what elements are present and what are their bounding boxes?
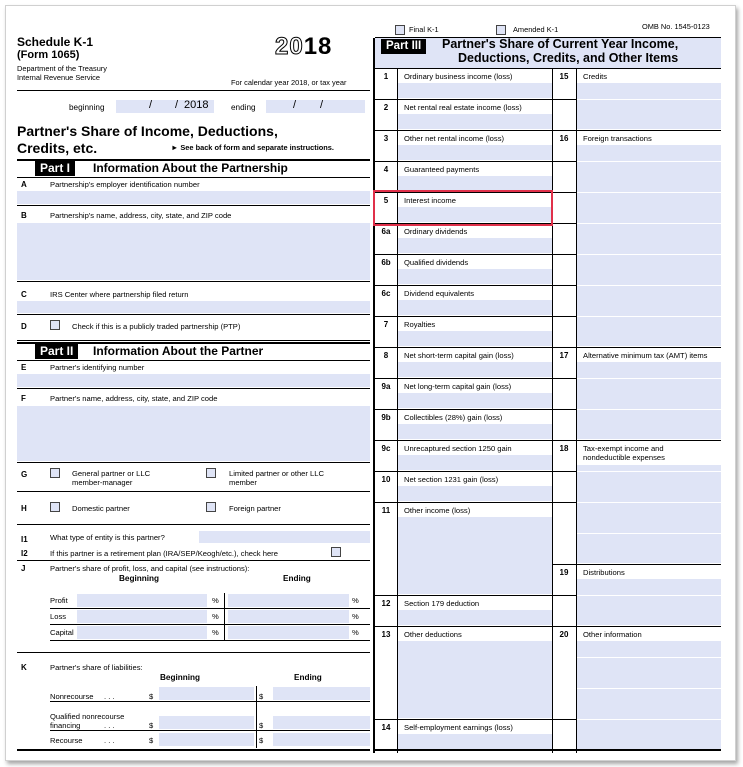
line-letter-d: D bbox=[21, 322, 27, 331]
line-number: 20 bbox=[559, 630, 569, 639]
divider bbox=[17, 90, 370, 91]
line-number: 12 bbox=[381, 599, 391, 608]
line-number: 6a bbox=[381, 227, 391, 236]
partnership-name-label: Partnership's name, address, city, state, and ZIP code bbox=[50, 211, 232, 220]
ending-date-field[interactable] bbox=[266, 100, 365, 113]
dept-treasury: Department of the Treasury bbox=[17, 64, 107, 73]
divider bbox=[17, 177, 370, 178]
line-value-field[interactable] bbox=[398, 176, 552, 191]
part3-title-2: Deductions, Credits, and Other Items bbox=[458, 51, 679, 65]
date-slash: / bbox=[293, 99, 297, 111]
final-k1-label: Final K-1 bbox=[409, 25, 439, 34]
line-value-field[interactable] bbox=[398, 269, 552, 284]
schedule-title: Schedule K-1 bbox=[17, 35, 94, 49]
percent-sign: % bbox=[212, 612, 219, 621]
line-value-field[interactable] bbox=[398, 734, 552, 749]
domestic-partner-checkbox[interactable] bbox=[50, 502, 60, 512]
divider bbox=[577, 533, 721, 534]
limited-partner-checkbox[interactable] bbox=[206, 468, 216, 478]
form-title-line2: Credits, etc. bbox=[17, 140, 98, 156]
line-label: Net section 1231 gain (loss) bbox=[404, 475, 499, 484]
limited-partner-label: Limited partner or other LLC bbox=[229, 469, 324, 478]
part3-title-1: Partner's Share of Current Year Income, bbox=[442, 37, 679, 51]
percent-sign: % bbox=[352, 628, 359, 637]
line-value-field[interactable] bbox=[398, 145, 552, 160]
line-letter-g: G bbox=[21, 470, 28, 479]
divider bbox=[375, 161, 576, 162]
retirement-plan-label: If this partner is a retirement plan (IRA/SEP/Keogh/etc.), check here bbox=[50, 549, 278, 558]
line-number: 18 bbox=[559, 444, 569, 453]
divider bbox=[577, 719, 721, 720]
line-label: Other information bbox=[583, 630, 642, 639]
ptp-checkbox[interactable] bbox=[50, 320, 60, 330]
line-number: 6b bbox=[381, 258, 391, 267]
line-number: 7 bbox=[383, 320, 389, 329]
divider bbox=[577, 409, 721, 410]
schedule-k1-page bbox=[17, 18, 723, 753]
see-instructions: ► See back of form and separate instructions. bbox=[171, 143, 334, 152]
divider bbox=[553, 347, 721, 348]
divider bbox=[577, 254, 721, 255]
irs-label: Internal Revenue Service bbox=[17, 73, 100, 82]
line-value-field[interactable] bbox=[398, 331, 552, 346]
part3-tag: Part III bbox=[381, 39, 426, 54]
liabilities-label: Partner's share of liabilities: bbox=[50, 663, 143, 672]
nonrecourse-label: Nonrecourse bbox=[50, 692, 94, 701]
line-label: Other deductions bbox=[404, 630, 462, 639]
line-value-field[interactable] bbox=[577, 465, 721, 563]
line-label: Interest income bbox=[404, 196, 456, 205]
divider bbox=[50, 701, 370, 702]
profit-beginning-field[interactable] bbox=[77, 594, 207, 607]
percent-sign: % bbox=[352, 612, 359, 621]
divider bbox=[375, 378, 576, 379]
qnr-label-1: Qualified nonrecourse bbox=[50, 712, 125, 721]
foreign-partner-label: Foreign partner bbox=[229, 504, 281, 513]
divider bbox=[17, 281, 370, 282]
divider bbox=[553, 130, 721, 131]
line-value-field[interactable] bbox=[398, 238, 552, 253]
line-number: 8 bbox=[383, 351, 389, 360]
nonrecourse-beginning-field[interactable] bbox=[159, 687, 254, 700]
line-number: 4 bbox=[383, 165, 389, 174]
divider bbox=[375, 130, 576, 131]
divider bbox=[17, 749, 370, 751]
line-label: Self-employment earnings (loss) bbox=[404, 723, 513, 732]
divider bbox=[256, 686, 257, 748]
line-value-field[interactable] bbox=[398, 300, 552, 315]
divider bbox=[50, 730, 370, 731]
capital-ending-field[interactable] bbox=[228, 626, 349, 639]
line-letter-j: J bbox=[21, 564, 26, 573]
line-value-field[interactable] bbox=[398, 83, 552, 98]
line-number: 15 bbox=[559, 72, 569, 81]
line-value-field[interactable] bbox=[398, 641, 552, 718]
divider bbox=[375, 285, 576, 286]
line-label: Ordinary business income (loss) bbox=[404, 72, 513, 81]
line-value-field[interactable] bbox=[577, 579, 721, 625]
line-value-field[interactable] bbox=[577, 83, 721, 129]
entity-type-label: What type of entity is this partner? bbox=[50, 533, 165, 542]
ending-label: ending bbox=[231, 103, 256, 112]
qnr-label-2: financing bbox=[50, 721, 81, 730]
line-number: 16 bbox=[559, 134, 569, 143]
line-value-field[interactable] bbox=[398, 517, 552, 594]
general-partner-checkbox[interactable] bbox=[50, 468, 60, 478]
divider bbox=[577, 471, 721, 472]
line-label: Net rental real estate income (loss) bbox=[404, 103, 522, 112]
divider bbox=[224, 593, 225, 641]
partner-id-field[interactable] bbox=[17, 374, 370, 387]
tax-year-light: 20 bbox=[275, 33, 304, 60]
divider bbox=[375, 254, 576, 255]
limited-partner-label-2: member bbox=[229, 478, 257, 487]
divider bbox=[375, 749, 721, 751]
line-letter-c: C bbox=[21, 290, 27, 299]
line-letter-h: H bbox=[21, 504, 27, 513]
part2-title: Information About the Partner bbox=[93, 344, 264, 358]
partner-name-field[interactable] bbox=[17, 406, 370, 461]
divider bbox=[17, 388, 370, 389]
line-number: 9c bbox=[381, 444, 391, 453]
line-value-field[interactable] bbox=[577, 362, 721, 439]
line-number: 3 bbox=[383, 134, 389, 143]
divider bbox=[50, 624, 370, 625]
dollar-sign: $ bbox=[259, 692, 264, 701]
date-slash: / bbox=[320, 99, 324, 111]
line-letter-i2: I2 bbox=[21, 549, 28, 558]
line-number: 1 bbox=[383, 72, 389, 81]
line-value-field[interactable] bbox=[398, 424, 552, 439]
line-value-field[interactable] bbox=[398, 362, 552, 377]
loss-label: Loss bbox=[50, 612, 67, 621]
loss-ending-field[interactable] bbox=[228, 610, 349, 623]
partnership-name-field[interactable] bbox=[17, 223, 370, 280]
omb-number: OMB No. 1545-0123 bbox=[642, 22, 710, 31]
line-letter-e: E bbox=[21, 363, 27, 372]
domestic-partner-label: Domestic partner bbox=[72, 504, 130, 513]
leader-dots: . . . bbox=[104, 721, 115, 730]
k-beginning-header: Beginning bbox=[160, 673, 201, 682]
final-k1-checkbox[interactable] bbox=[395, 25, 405, 35]
line-letter-b: B bbox=[21, 211, 27, 220]
line-letter-a: A bbox=[21, 180, 27, 189]
percent-sign: % bbox=[212, 628, 219, 637]
divider bbox=[576, 68, 577, 753]
divider bbox=[17, 360, 370, 361]
tax-year-logo bbox=[275, 33, 332, 61]
general-partner-label: General partner or LLC bbox=[72, 469, 151, 478]
column-divider bbox=[373, 38, 375, 753]
retirement-plan-checkbox[interactable] bbox=[331, 547, 341, 557]
recourse-label: Recourse bbox=[50, 736, 83, 745]
divider bbox=[375, 595, 576, 596]
divider bbox=[17, 462, 370, 463]
line-letter-f: F bbox=[21, 394, 26, 403]
line-value-field[interactable] bbox=[398, 393, 552, 408]
divider bbox=[553, 564, 721, 565]
divider bbox=[375, 471, 576, 472]
ptp-label: Check if this is a publicly traded partnership (PTP) bbox=[72, 322, 241, 331]
divider bbox=[577, 378, 721, 379]
line-label: Dividend equivalents bbox=[404, 289, 475, 298]
line-number: 17 bbox=[559, 351, 569, 360]
tax-year-bold: 18 bbox=[303, 33, 333, 60]
line-label-2: nondeductible expenses bbox=[583, 453, 665, 462]
line-number: 10 bbox=[381, 475, 391, 484]
leader-dots: . . . bbox=[104, 692, 115, 701]
divider bbox=[375, 719, 576, 720]
date-slash: / bbox=[149, 99, 153, 111]
general-partner-label-2: member-manager bbox=[72, 478, 133, 487]
line-number: 19 bbox=[559, 568, 569, 577]
form-number: (Form 1065) bbox=[17, 49, 80, 61]
document-frame bbox=[5, 5, 736, 761]
j-beginning-header: Beginning bbox=[119, 574, 160, 583]
line-label: Collectibles (28%) gain (loss) bbox=[404, 413, 503, 422]
dollar-sign: $ bbox=[149, 721, 154, 730]
partner-id-label: Partner's identifying number bbox=[50, 363, 145, 372]
line-number: 6c bbox=[381, 289, 391, 298]
divider bbox=[577, 595, 721, 596]
percent-sign: % bbox=[212, 596, 219, 605]
line-number: 9a bbox=[381, 382, 391, 391]
line-label: Unrecaptured section 1250 gain bbox=[404, 444, 512, 453]
profit-label: Profit bbox=[50, 596, 68, 605]
date-slash: / bbox=[175, 99, 179, 111]
divider bbox=[17, 205, 370, 206]
divider bbox=[17, 652, 370, 653]
form-title-line1: Partner's Share of Income, Deductions, bbox=[17, 123, 278, 139]
dollar-sign: $ bbox=[149, 692, 154, 701]
share-pct-label: Partner's share of profit, loss, and capital (see instructions): bbox=[50, 564, 250, 573]
loss-beginning-field[interactable] bbox=[77, 610, 207, 623]
divider bbox=[375, 409, 576, 410]
line-number: 11 bbox=[381, 506, 391, 515]
percent-sign: % bbox=[352, 596, 359, 605]
divider bbox=[553, 626, 721, 627]
divider bbox=[50, 640, 370, 641]
line-number: 13 bbox=[381, 630, 391, 639]
part2-tag: Part II bbox=[35, 344, 78, 359]
divider bbox=[17, 314, 370, 315]
recourse-ending-field[interactable] bbox=[273, 733, 370, 746]
amended-k1-label: Amended K-1 bbox=[513, 25, 559, 34]
line-label: Credits bbox=[583, 72, 608, 81]
line-letter-k: K bbox=[21, 663, 27, 672]
line-label: Tax-exempt income and bbox=[583, 444, 664, 453]
recourse-beginning-field[interactable] bbox=[159, 733, 254, 746]
divider bbox=[17, 524, 370, 525]
line-number: 5 bbox=[383, 196, 389, 205]
line-number: 14 bbox=[381, 723, 391, 732]
divider bbox=[577, 502, 721, 503]
k-ending-header: Ending bbox=[294, 673, 322, 682]
divider bbox=[375, 347, 576, 348]
divider bbox=[17, 491, 370, 492]
divider bbox=[577, 161, 721, 162]
divider bbox=[577, 223, 721, 224]
highlight-box bbox=[373, 190, 553, 226]
divider bbox=[577, 316, 721, 317]
divider bbox=[17, 340, 370, 341]
ein-label: Partnership's employer identification number bbox=[50, 180, 200, 189]
divider bbox=[50, 608, 370, 609]
qnr-beginning-field[interactable] bbox=[159, 716, 254, 729]
line-value-field[interactable] bbox=[398, 486, 552, 501]
divider bbox=[577, 192, 721, 193]
divider bbox=[577, 688, 721, 689]
line-number: 9b bbox=[381, 413, 391, 422]
amended-k1-checkbox[interactable] bbox=[496, 25, 506, 35]
divider bbox=[375, 440, 576, 441]
divider bbox=[375, 68, 721, 69]
leader-dots: . . . bbox=[104, 736, 115, 745]
line-letter-i1: I1 bbox=[21, 535, 28, 544]
line-value-field[interactable] bbox=[398, 610, 552, 625]
ein-field[interactable] bbox=[17, 191, 370, 204]
part1-title: Information About the Partnership bbox=[93, 161, 288, 175]
divider bbox=[375, 626, 576, 627]
capital-label: Capital bbox=[50, 628, 74, 637]
line-label: Net long-term capital gain (loss) bbox=[404, 382, 512, 391]
line-number: 2 bbox=[383, 103, 389, 112]
line-label: Other income (loss) bbox=[404, 506, 471, 515]
line-label: Other net rental income (loss) bbox=[404, 134, 505, 143]
divider bbox=[577, 285, 721, 286]
line-label: Royalties bbox=[404, 320, 436, 329]
dollar-sign: $ bbox=[259, 721, 264, 730]
entity-type-field[interactable] bbox=[199, 531, 370, 543]
line-label: Foreign transactions bbox=[583, 134, 652, 143]
divider bbox=[375, 316, 576, 317]
divider bbox=[375, 99, 576, 100]
divider bbox=[577, 99, 721, 100]
beginning-year-value: 2018 bbox=[184, 99, 209, 111]
divider bbox=[397, 68, 398, 753]
divider bbox=[577, 657, 721, 658]
line-label: Distributions bbox=[583, 568, 625, 577]
line-label: Alternative minimum tax (AMT) items bbox=[583, 351, 708, 360]
capital-beginning-field[interactable] bbox=[77, 626, 207, 639]
part1-tag: Part I bbox=[35, 161, 75, 176]
divider bbox=[375, 502, 576, 503]
divider bbox=[17, 560, 370, 561]
calendar-year-note: For calendar year 2018, or tax year bbox=[231, 78, 347, 87]
line-label: Guaranteed payments bbox=[404, 165, 480, 174]
irs-center-field[interactable] bbox=[17, 301, 370, 313]
nonrecourse-ending-field[interactable] bbox=[273, 687, 370, 700]
j-ending-header: Ending bbox=[283, 574, 311, 583]
partner-name-label: Partner's name, address, city, state, and ZIP code bbox=[50, 394, 218, 403]
line-value-field[interactable] bbox=[398, 114, 552, 129]
beginning-label: beginning bbox=[69, 103, 105, 112]
divider bbox=[553, 440, 721, 441]
profit-ending-field[interactable] bbox=[228, 594, 349, 607]
dollar-sign: $ bbox=[259, 736, 264, 745]
line-label: Section 179 deduction bbox=[404, 599, 480, 608]
divider bbox=[552, 68, 553, 753]
dollar-sign: $ bbox=[149, 736, 154, 745]
qnr-ending-field[interactable] bbox=[273, 716, 370, 729]
foreign-partner-checkbox[interactable] bbox=[206, 502, 216, 512]
line-label: Ordinary dividends bbox=[404, 227, 468, 236]
irs-center-label: IRS Center where partnership filed return bbox=[50, 290, 189, 299]
line-label: Net short-term capital gain (loss) bbox=[404, 351, 514, 360]
line-value-field[interactable] bbox=[398, 455, 552, 470]
line-label: Qualified dividends bbox=[404, 258, 469, 267]
